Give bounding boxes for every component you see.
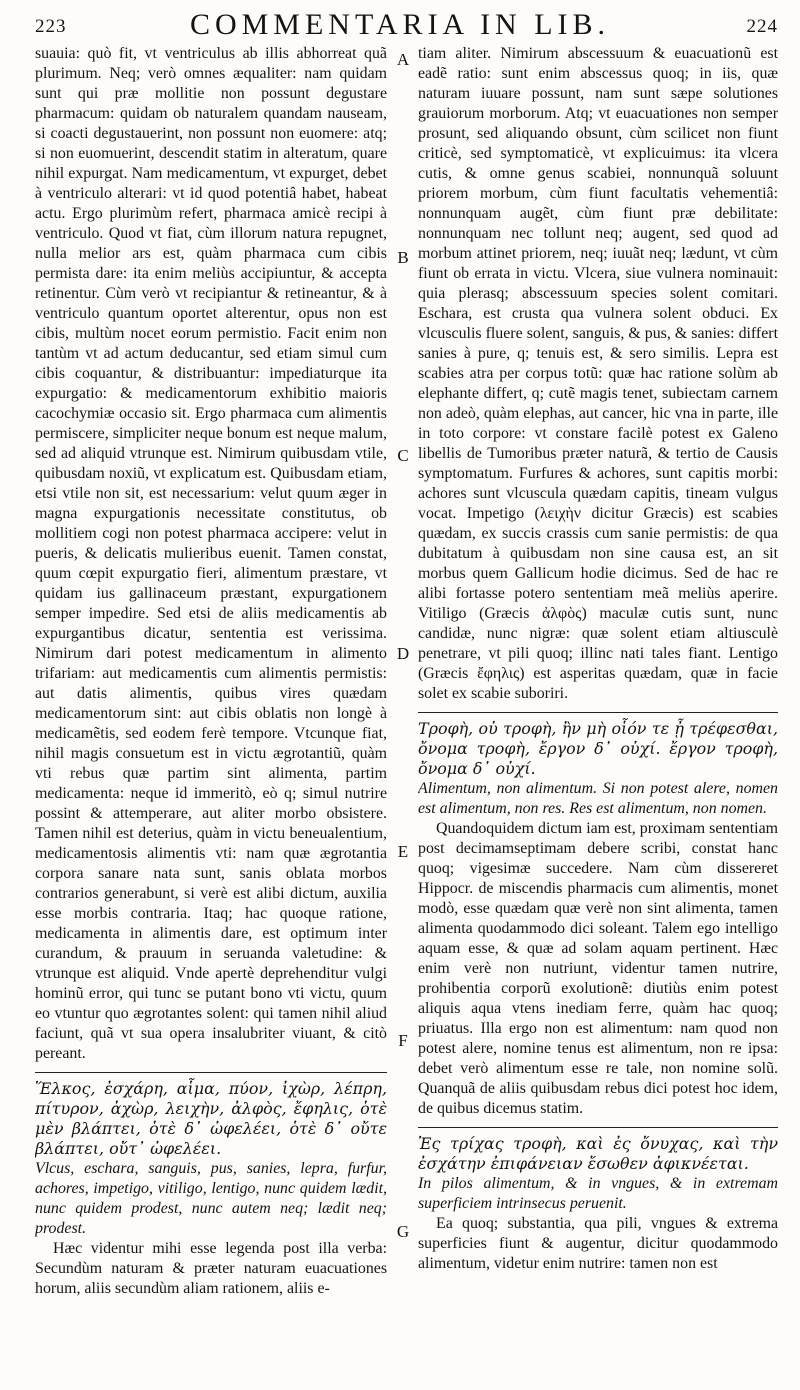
latin-lemma: Vlcus, eschara, sanguis, pus, sanies, lepra, furfur, achores, impetigo, vitiligo, lentigo, nunc quidem lædit, nunc quidem prodest, nunc autem neq; lædit neq; prodest. [35, 1160, 387, 1237]
right-column [418, 44, 778, 1384]
page-number-right: 224 [746, 16, 778, 37]
greek-aphorism: Τροφὴ, οὐ τροφὴ, ἢν μὴ οἷόν τε ᾖ τρέφεσθαι, ὄνομα τροφὴ, ἔργον δ᾽ οὐχί. ἔργον τροφὴ, ὄνομα δ᾽ οὐχί. [418, 719, 778, 778]
commentary-text: Hæc videntur mihi esse legenda post illa verba: Secundùm naturam & præter naturam euacuationes horum, aliis secundùm aliam rationem, aliis e- [35, 1240, 387, 1297]
margin-letter-a: A [396, 50, 410, 69]
section-rule [35, 1072, 387, 1073]
left-body-text: suauia: quò fit, vt ventriculus ab illis abhorreat quã plurimum. Neq; verò omnes æqualiter: nam quidam sunt qui præ mollitie non possunt degustare pharmacum: quidam ob naturalem quandam nauseam, si coacti degustauerint, non possunt non euomere: atq; si non euomuerint, descendit statim in alteratum, quare nihil expurgat. Nam medicamentum, vt expurget, debet à ventriculo alterari: vt id quod potentiâ habet, habeat actu. Ergo plurimùm refert, pharmaca amicè recipi à ventriculo. Quod vt fiat, cùm illorum natura repugnet, nulla melior ars est, quàm pharmaca cum cibis permista dare: ita enim meliùs accipiuntur, & accepta retinentur. Cùm verò vt recipiantur & retineantur, & à ventriculo quantum oportet alterentur, opus non est cibis, multùm nocet eorum permistio. Facit enim non tantùm vt ad actum deducantur, sed etiam simul cum cibis coquantur, & distribuantur: impediaturque ita expurgatio: & medicamentorum exhibitio maioris cacochymiæ occasio sit. Ergo pharmaca cum alimentis permiscere, simpliciter neque bonum est neque malum, sed ad aliquid vtrunque est. Nimirum quibusdam vtile, quibusdam noxiũ, vt explicatum est. Quibusdam etiam, etsi vtile non sit, est necessarium: velut quum æger in magna expurgationis necessitate constitutus, ob mollitiem cogi non potest pharmaca accipere: velut in pueris, & delicatis mulieribus euenit. Tamen constat, quum cœpit expurgatio fieri, alimentum præstare, vt quidam ius gallinaceum præstant, expurgationem semper impedire. Sed etsi de aliis medicamentis ab expurgantibus dicatur, sententia est verissima. Nimirum dari potest medicamentum in alimento trifariam: aut medicamentis cum alimentis permistis: aut datis alimentis, quibus vires quædam medicamentorum sint: aut cibis oblatis non longè à medicamẽtis, sed eodem ferè tempore. Vtcunque fiat, nihil magis consuetum est in victu ægrotantiũ, quàm vti rebus quæ partim sint alimenta, partim medicamenta: neque id immeritò, eò q; simul nutrire possint & attemperare, aut aliter morbo obsistere. Tamen nihil est deterius, quàm in victu beneualentium, medicamentosis alimentis vti: nam quæ ægrotantia corpora sanare nata sunt, sanis oblata morbos contrarios generabunt, si verè est alibi dictum, auxilia esse morbis contraria. Itaq; hac quoque ratione, medicamenta in alimentis dare, est optimum inter curandum, & prauum in seruanda valetudine: & vtrunque est aliquid. Vnde apertè deprehenditur vulgi hominũ error, qui tunc se putant bono vti victu, quum eo vtuntur quo ægrotantes solent: qui tamen nihil aliud faciunt, quã vt sua opera insalubriter viuant, & citò pereant. [35, 45, 387, 1062]
running-title: COMMENTARIA IN LIB. [189, 8, 611, 41]
greek-aphorism: Ἐς τρίχας τροφὴ, καὶ ἐς ὄνυχας, καὶ τὴν ἐσχάτην ἐπιφάνειαν ἔσωθεν ἀφικνέεται. [418, 1134, 778, 1173]
commentary-text: Quandoquidem dictum iam est, proximam sententiam post decimamseptimam debere scribi, constat hanc quoq; vigesimæ succedere. Nam cùm dissereret Hippocr. de miscendis pharmacis cum alimentis, monet modò, esse quædam quæ verè non sint alimenta, tamen alimenta quodammodo dici soleant. Talem ego intelligo aquam esse, & quæ ad solam aquam pertinent. Hæc enim verè non nutriunt, videntur tamen nutrire, prohibentia corporũ exolutionẽ: diutiùs enim potest aliquis aqua vtens inediam ferre, quàm hac quoq; priuatus. Illa ergo non est alimentum: nam quod non potest alere, nomine tenus est alimentum, non re ipsa: debet verò alimentum esse re tale, non nomine solũ. Quanquã de aliis quibusdam rebus dici potest hoc idem, de quibus dicemus statim. [418, 820, 778, 1117]
page-number-left: 223 [35, 16, 67, 37]
section-rule [418, 712, 778, 713]
margin-letter-d: D [396, 644, 410, 663]
right-body-text: tiam aliter. Nimirum abscessuum & euacuationũ est eadẽ ratio: sunt enim abscessus quoq; in iis, quæ naturam iuuare possunt, nam sunt sæpe solutiones grauiorum morborum. Atq; vt euacuationes non semper prosunt, sed aliquando obsunt, cùm scilicet non fiunt criticè, sed symptomaticè, vt explicuimus: ita vlcera cutis, & omne genus scabiei, nonnunquã soluunt priorem morbum, cùm fiunt facultatis vehementiâ: nonnunquam augẽt, cùm fiunt præ debilitate: nonnunquam nec tollunt neq; augent, sed quod ad morbum attinet priorem, neq; iuuãt neq; lædunt, vt cùm fiunt ob errata in victu. Vlcera, siue vulnera nominauit: quia plerasq; abscessuum species solent comitari. Eschara, est crusta qua vulnera solent obduci. Ex vlcusculis fluere solent, sanguis, & pus, & sanies: differt sanies à pure, q; tenuis est, & sero similis. Lepra est scabies atra per corpus totũ: quæ hac ratione solùm ab elephante differt, q; cutẽ magis tenet, subiectam carnem non adeò, quàm elephas, aut cancer, hic vna in parte, ille in toto corpore: vt constare facilè potest ex Galeno libellis de Tumoribus præter naturã, & tertio de Causis symptomatum. Furfures & achores, sunt capitis morbi: achores sunt vlcuscula quædam capitis, tineam vulgus vocat. Impetigo (λειχὴν dicitur Græcis) est scabies quædam, ex succis crassis cum sanie permistis: de qua dubitatum à quibusdam non sine causa est, an sit morbus quem Gallicum hodie dicimus. Sed de hac re alibi fortasse potero sententiam meã meliùs aperire. Vitiligo (Græcis ἀλφὸς) maculæ cutis sunt, nunc candidæ, nunc nigræ: quæ solent etiam altiusculè penetrare, vt pili quoq; illinc nati tales fiant. Lentigo (Græcis ἔφηλις) est asperitas quædam, quæ in facie solet ex scabie suboriri. [418, 45, 778, 702]
section-rule [418, 1127, 778, 1128]
margin-letter-b: B [397, 248, 409, 267]
page-header [0, 0, 800, 40]
margin-letter-g: G [396, 1222, 410, 1241]
latin-lemma: In pilos alimentum, & in vngues, & in extremam superficiem intrinsecus peruenit. [418, 1175, 778, 1212]
margin-letter-e: E [397, 842, 409, 861]
commentary-text: Ea quoq; substantia, qua pili, vngues & extrema superficies fiunt & augentur, dicitur quodammodo alimentum, videtur enim nutrire: tamen non est [418, 1215, 778, 1272]
latin-lemma: Alimentum, non alimentum. Si non potest alere, nomen est alimentum, non res. Res est alimentum, non nomen. [418, 780, 778, 817]
margin-letter-c: C [397, 446, 409, 465]
greek-aphorism: Ἕλκος, ἐσχάρη, αἷμα, πύον, ἰχὼρ, λέπρη, πίτυρον, ἀχὼρ, λειχὴν, ἀλφὸς, ἔφηλις, ὁτὲ μὲν βλάπτει, ὁτὲ δ᾽ ὠφελέει, ὁτὲ δ᾽ οὔτε βλάπτει, οὔτ᾽ ὠφελέει. [35, 1079, 387, 1158]
left-column [35, 44, 387, 1384]
margin-letter-f: F [398, 1031, 408, 1050]
